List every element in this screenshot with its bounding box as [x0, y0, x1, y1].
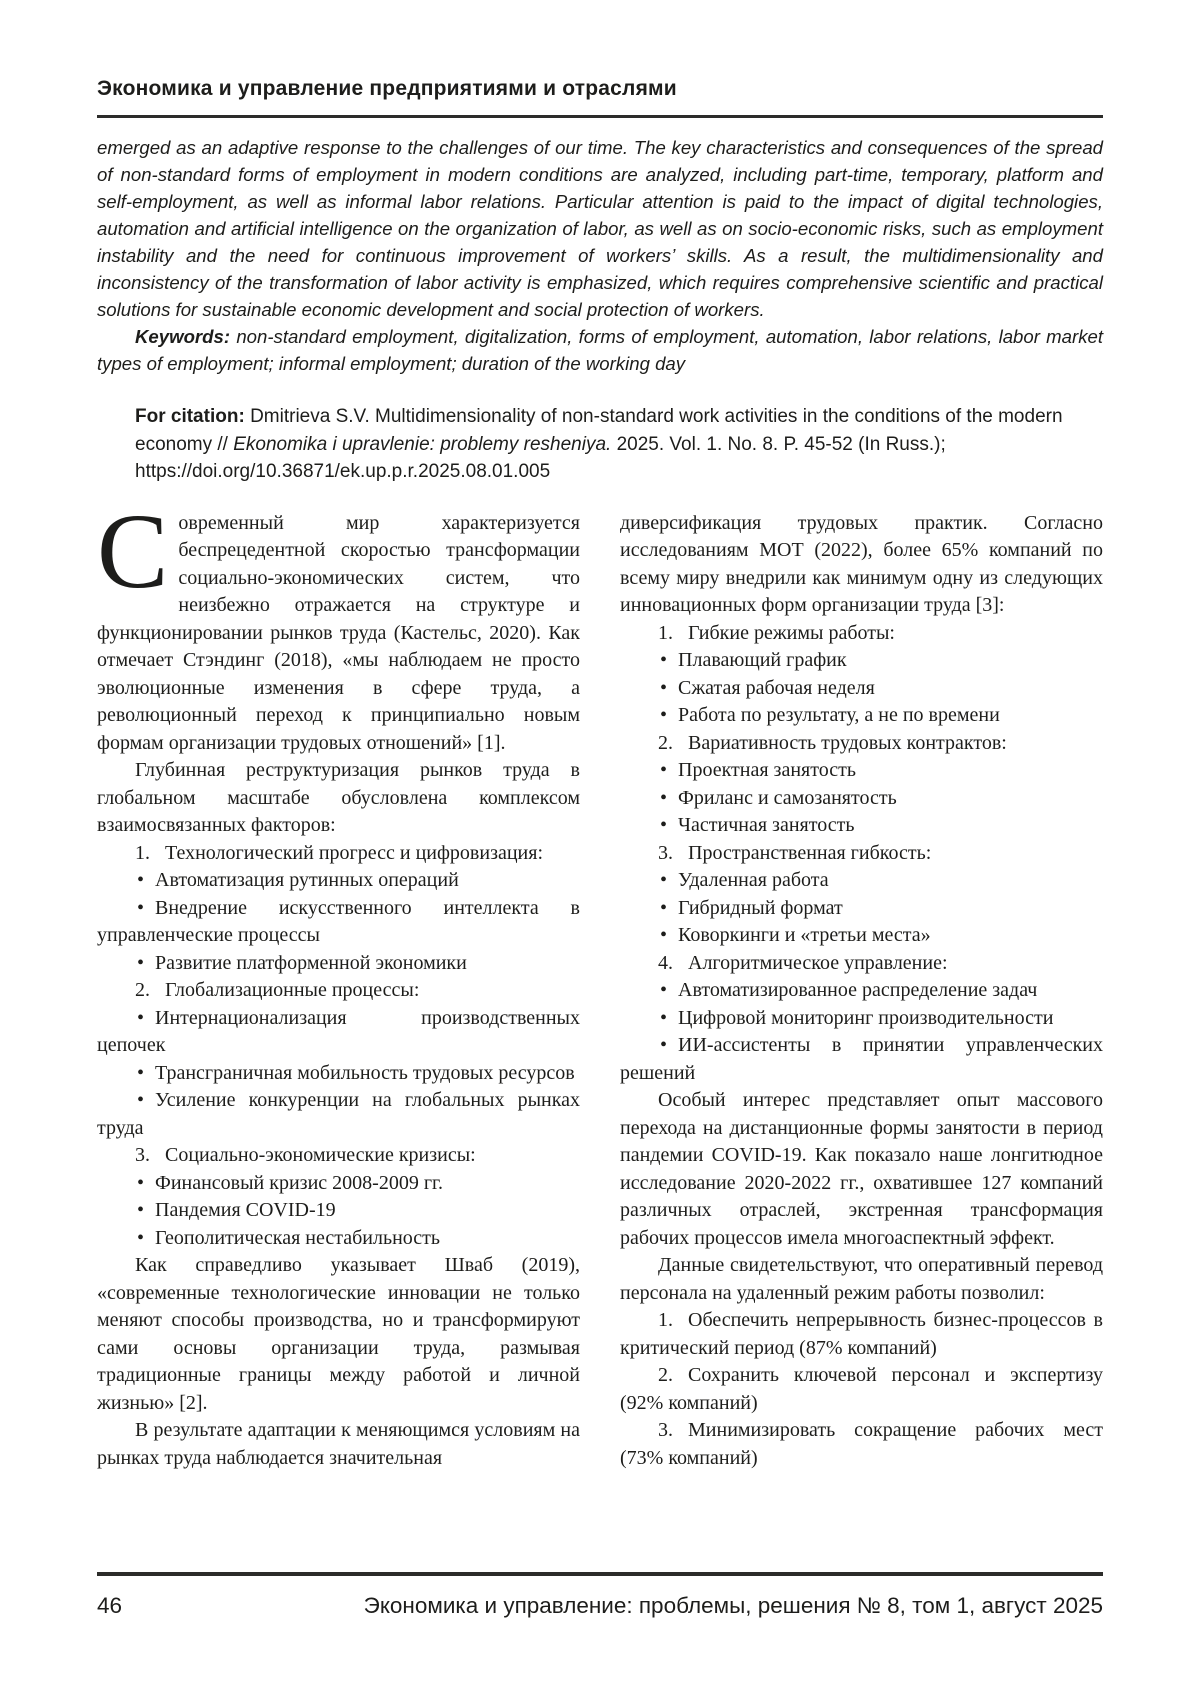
bullet-item: • Работа по результату, а не по времени: [660, 704, 1000, 726]
bullet-item: • Проектная занятость: [660, 759, 856, 781]
citation-authors-title: Dmitrieva S.V. Multidimensionality of non-standard work activities in the conditions of the modern economy //: [135, 406, 1063, 455]
abstract-text: emerged as an adaptive response to the challenges of our time. The key characteristics and consequences of the spread of non-standard forms of employment in modern conditions are analyzed, including part-time, temporary, platform and self-employment, as well as informal labor relations. Particular attention is paid to the impact of digital technologies, automation and artificial intelligence on the organization of labor, as well as on socio-economic risks, such as employment instability and the need for continuous improvement of workers’ skills. As a result, the multidimensionality and inconsistency of the transformation of labor activity is emphasized, which requires comprehensive scientific and practical solutions for sustainable economic development and social protection of workers.: [97, 137, 1103, 320]
bullet-item: • Плавающий график: [660, 649, 847, 671]
bullet-marker: •: [660, 814, 668, 836]
bullet-item: • Пандемия COVID-19: [137, 1199, 336, 1221]
bullet-item: • Удаленная работа: [660, 869, 829, 891]
bullet-item: • Интернационализация производственных цепочек: [97, 1006, 580, 1056]
bullet-marker: •: [660, 869, 668, 891]
citation-journal-name: Ekonomika i upravlenie: problemy resheniya.: [233, 433, 612, 455]
bullet-marker: •: [137, 1199, 145, 1221]
footer-rule: [97, 1572, 1103, 1576]
bullet-item: • Развитие платформенной экономики: [137, 951, 467, 974]
item-number: 1.: [135, 841, 150, 864]
footer-journal-line: Экономика и управление: проблемы, решения № 8, том 1, август 2025: [363, 1593, 1103, 1618]
article-body: [97, 510, 1103, 1542]
bullet-marker: •: [660, 924, 668, 946]
bullet-item: • Фриланс и самозанятость: [660, 786, 897, 809]
header-rule: [97, 115, 1103, 118]
citation-issue-info: 2025. Vol. 1. No. 8. P. 45-52 (In Russ.);: [616, 433, 946, 455]
item-number: 2.: [135, 979, 150, 1001]
numbered-item: 4. Алгоритмическое управление:: [658, 951, 948, 974]
numbered-item: 2. Глобализационные процессы:: [135, 979, 420, 1001]
item-number: 3.: [135, 1144, 150, 1166]
bullet-item: • Частичная занятость: [660, 814, 855, 836]
bullet-item: • Автоматизация рутинных операций: [137, 869, 459, 891]
bullet-marker: •: [660, 759, 668, 781]
item-number: 1.: [658, 621, 673, 644]
body-paragraph: Особый интерес представляет опыт массового перехода на дистанционные формы занятости в период пандемии COVID-19. Как показало наше лонгитюдное исследование 2020-2022 гг., охватившее 127 компаний различных отраслей, экстренная трансформация рабочих процессов имела многоаспектный эффект.: [620, 1089, 1103, 1249]
page-footer: [97, 1572, 1103, 1619]
numbered-item: 1. Технологический прогресс и цифровизация:: [135, 841, 544, 864]
bullet-marker: •: [660, 786, 668, 809]
body-paragraph: диверсификация трудовых практик. Согласно исследованиям МОТ (2022), более 65% компаний по всему миру внедрили как минимум одну из следующих инновационных форм организации труда [3]:: [620, 511, 1103, 616]
bullet-marker: •: [660, 704, 668, 726]
bullet-marker: •: [137, 869, 145, 891]
keywords-label: Keywords:: [135, 326, 231, 347]
bullet-marker: •: [660, 649, 668, 671]
bullet-item: • Коворкинги и «третьи места»: [660, 924, 931, 946]
citation-label: For citation:: [135, 406, 245, 427]
bullet-marker: •: [137, 896, 145, 919]
opening-paragraph: Современный мир характеризуется беспрецедентной скоростью трансформации социально-экономических систем, что неизбежно отражается на структуре и функционировании рынков труда (Кастельс, 2020). Как отмечает Стэндинг (2018), «мы наблюдаем не просто эволюционные изменения в сфере труда, а революционный переход к принципиально новым формам организации трудовых отношений» [1].: [97, 509, 580, 754]
numbered-item: 2. Вариативность трудовых контрактов:: [658, 731, 1007, 754]
bullet-item: • ИИ-ассистенты в принятии управленческих решений: [620, 1034, 1103, 1084]
numbered-item: 1. Обеспечить непрерывность бизнес-процессов в критический период (87% компаний): [620, 1309, 1103, 1359]
numbered-item: 3. Пространственная гибкость:: [658, 841, 932, 864]
body-paragraph: Данные свидетельствуют, что оперативный перевод персонала на удаленный режим работы позволил:: [620, 1254, 1103, 1304]
keywords-text: non-standard employment, digitalization, forms of employment, automation, labor relations, labor market types of employment; informal employment; duration of the working day: [97, 326, 1103, 374]
page-number: 46: [97, 1593, 123, 1618]
drop-cap-letter: С: [97, 509, 169, 611]
bullet-item: • Сжатая рабочая неделя: [660, 676, 875, 699]
bullet-marker: •: [137, 1171, 145, 1194]
body-paragraph: Глубинная реструктуризация рынков труда в глобальном масштабе обусловлена комплексом взаимосвязанных факторов:: [97, 759, 580, 836]
body-paragraph: В результате адаптации к меняющимся условиям на рынках труда наблюдается значительная: [97, 1419, 580, 1469]
item-number: 2.: [658, 731, 673, 754]
numbered-item: 3. Минимизировать сокращение рабочих мест (73% компаний): [620, 1419, 1103, 1469]
item-number: 1.: [658, 1309, 673, 1331]
numbered-item: 3. Социально-экономические кризисы:: [135, 1144, 476, 1166]
item-number: 4.: [658, 951, 673, 974]
running-head-title: Экономика и управление предприятиями и отраслями: [97, 77, 677, 100]
bullet-item: • Геополитическая нестабильность: [137, 1226, 441, 1249]
item-number: 3.: [658, 841, 673, 864]
bullet-item: • Гибридный формат: [660, 896, 843, 919]
bullet-marker: •: [137, 1006, 145, 1029]
bullet-marker: •: [137, 1061, 145, 1084]
bullet-marker: •: [660, 1006, 668, 1029]
numbered-item: 1. Гибкие режимы работы:: [658, 621, 895, 644]
bullet-marker: •: [660, 979, 668, 1001]
bullet-marker: •: [137, 1226, 145, 1249]
body-column-right: [620, 510, 1103, 1542]
bullet-marker: •: [137, 1089, 145, 1111]
numbered-item: 2. Сохранить ключевой персонал и экспертизу (92% компаний): [620, 1364, 1103, 1414]
bullet-item: • Трансграничная мобильность трудовых ресурсов: [137, 1061, 575, 1084]
bullet-marker: •: [660, 1034, 668, 1056]
item-number: 2.: [658, 1364, 673, 1386]
body-paragraph: Как справедливо указывает Шваб (2019), «современные технологические инновации не только меняют способы производства, но и трансформируют сами основы организации труда, размывая традиционные границы между работой и личной жизнью» [2].: [97, 1254, 580, 1414]
bullet-item: • Финансовый кризис 2008-2009 гг.: [137, 1171, 443, 1194]
body-column-left: [97, 510, 580, 1542]
item-number: 3.: [658, 1419, 673, 1441]
doi-text: https://doi.org/10.36871/ek.up.p.r.2025.08.01.005: [135, 461, 551, 482]
bullet-item: • Усиление конкуренции на глобальных рынках труда: [97, 1089, 580, 1139]
bullet-marker: •: [660, 896, 668, 919]
bullet-item: • Внедрение искусственного интеллекта в управленческие процессы: [97, 896, 580, 946]
keywords-paragraph: [97, 323, 1103, 377]
bullet-item: • Автоматизированное распределение задач: [660, 979, 1038, 1001]
bullet-item: • Цифровой мониторинг производительности: [660, 1006, 1054, 1029]
bullet-marker: •: [660, 676, 668, 699]
citation-block: [135, 403, 1103, 486]
bullet-marker: •: [137, 951, 145, 974]
